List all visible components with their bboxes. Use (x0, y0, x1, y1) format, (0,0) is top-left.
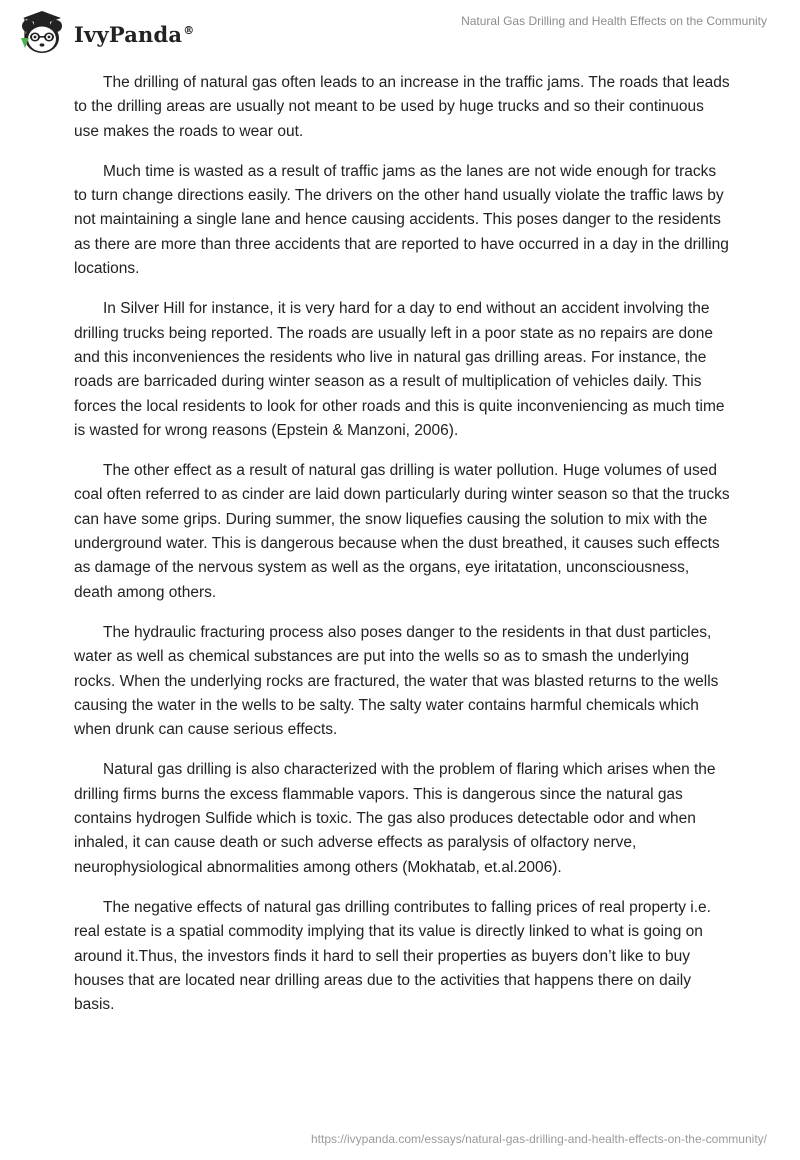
page-header (0, 0, 800, 70)
paragraph: The hydraulic fracturing process also poses danger to the residents in that dust particles, water as well as chemical substances are put into the wells so as to smash the underlying rocks. When the underlying rocks are fractured, the water that was blasted returns to the wells causing the water in the wells to be salty. The salty water contains harmful chemicals which when drunk can cause serious effects. (74, 623, 719, 739)
paragraph: The drilling of natural gas often leads to an increase in the traffic jams. The roads that leads to the drilling areas are usually not meant to be used by huge trucks and so their continuous use makes the roads to wear out. (74, 74, 730, 140)
paragraph: The other effect as a result of natural gas drilling is water pollution. Huge volumes of used coal often referred to as cinder are laid down particularly during winter season so that the trucks can have some grips. During summer, the snow liquefies causing the solution to mix with the underground water. This is dangerous because when the dust breathed, it causes such effects as damage of the nervous system as well as the organs, eye iritatation, unconsciousness, death among others. (74, 462, 730, 601)
essay-body (74, 71, 732, 1033)
paragraph: Natural gas drilling is also characterized with the problem of flaring which arises when the drilling firms burns the excess flammable vapors. This is dangerous since the natural gas contains hydrogen Sulfide which is toxic. The gas also produces detectable odor and when inhaled, it can cause death or such adverse effects as paralysis of olfactory nerve, neurophysiological abnormalities among others (Mokhatab, et.al.2006). (74, 761, 716, 876)
paragraph: The negative effects of natural gas drilling contributes to falling prices of real property i.e. real estate is a spatial commodity implying that its value is directly linked to what is going on around it.Thus, the investors finds it hard to sell their properties as buyers don’t like to buy houses that are located near drilling areas due to the activities that happens there on daily basis. (74, 898, 711, 1014)
panda-graduate-icon (14, 8, 70, 56)
ivypanda-logo[interactable] (14, 8, 194, 56)
document-title: Natural Gas Drilling and Health Effects on the Community (461, 14, 767, 28)
brand-name: IvyPanda® (74, 21, 195, 47)
source-url[interactable]: https://ivypanda.com/essays/natural-gas-drilling-and-health-effects-on-the-community/ (311, 1132, 767, 1146)
registered-mark: ® (183, 23, 195, 37)
paragraph: In Silver Hill for instance, it is very hard for a day to end without an accident involving the drilling trucks being reported. The roads are usually left in a poor state as no repairs are done and this inconveniences the residents who live in natural gas drilling areas. For instance, the roads are barricaded during winter season as a result of multiplication of vehicles daily. This forces the local residents to look for other roads and this is quite inconveniencing as much time is wasted for wrong reasons (Epstein & Manzoni, 2006). (74, 300, 725, 439)
paragraph: Much time is wasted as a result of traffic jams as the lanes are not wide enough for tracks to turn change directions easily. The drivers on the other hand usually violate the traffic laws by not maintaining a single lane and hence causing accidents. This poses danger to the residents as there are more than three accidents that are reported to have occurred in a day in the drilling locations. (74, 162, 729, 278)
